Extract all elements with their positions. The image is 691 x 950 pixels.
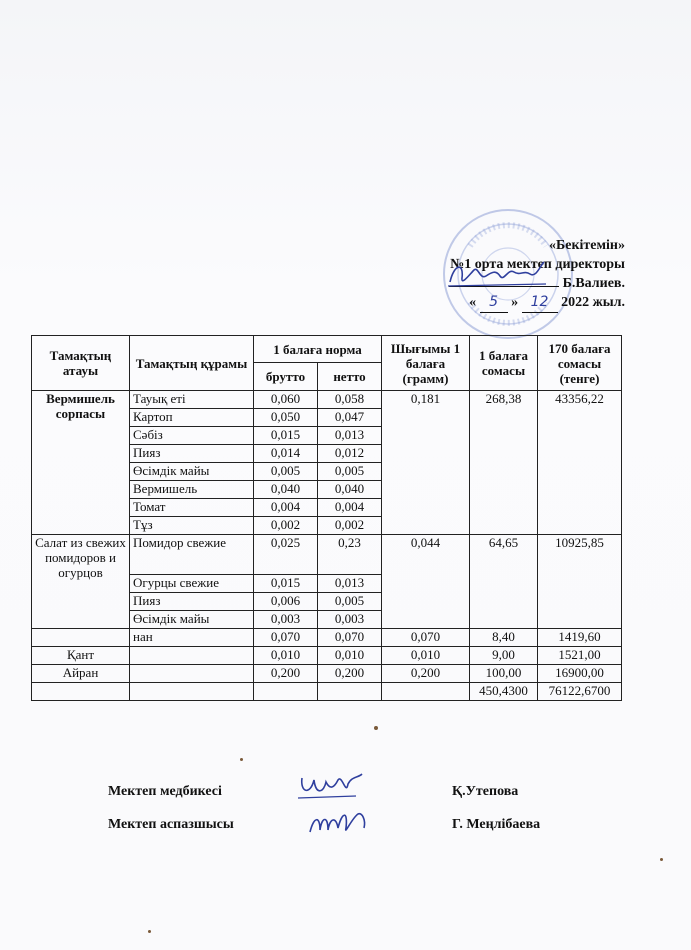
ink-speck [374, 726, 378, 730]
dish-name: Қант [32, 647, 130, 665]
consumption-value: 0,200 [382, 665, 470, 683]
ingredient: Тұз [130, 517, 254, 535]
brutto-value: 0,015 [254, 427, 318, 445]
dish-name: Салат из свежих помидоров и огурцов [32, 535, 130, 629]
ink-speck [660, 858, 663, 861]
header-sum-170: 170 балаға сомасы (тенге) [538, 336, 622, 391]
header-sum-one: 1 балаға сомасы [470, 336, 538, 391]
netto-value: 0,005 [318, 593, 382, 611]
netto-value: 0,002 [318, 517, 382, 535]
table-row [32, 535, 622, 575]
approval-position: №1 орта мектеп директоры [450, 257, 625, 272]
ingredient: Помидор свежие [130, 535, 254, 575]
brutto-value: 0,050 [254, 409, 318, 427]
ingredient: нан [130, 629, 254, 647]
table-row [32, 665, 622, 683]
netto-value: 0,012 [318, 445, 382, 463]
ingredient: Сәбіз [130, 427, 254, 445]
brutto-value: 0,006 [254, 593, 318, 611]
netto-value: 0,200 [318, 665, 382, 683]
consumption-value: 0,070 [382, 629, 470, 647]
sum-one-value: 100,00 [470, 665, 538, 683]
date-day: 5 [480, 293, 508, 313]
table-row [32, 391, 622, 409]
sum-170-value: 16900,00 [538, 665, 622, 683]
dish-name: Айран [32, 665, 130, 683]
brutto-value: 0,060 [254, 391, 318, 409]
header-netto: нетто [318, 363, 382, 391]
ingredient: Картоп [130, 409, 254, 427]
netto-value: 0,004 [318, 499, 382, 517]
netto-value: 0,23 [318, 535, 382, 575]
sum-170-value: 10925,85 [538, 535, 622, 629]
cook-role: Мектеп аспазшысы [108, 817, 234, 832]
ingredient: Томат [130, 499, 254, 517]
brutto-value: 0,040 [254, 481, 318, 499]
brutto-value: 0,200 [254, 665, 318, 683]
netto-value: 0,003 [318, 611, 382, 629]
ink-speck [148, 930, 151, 933]
consumption-value: 0,181 [382, 391, 470, 535]
sum-one-value: 8,40 [470, 629, 538, 647]
menu-table [31, 335, 622, 701]
nurse-signature [296, 770, 366, 804]
netto-value: 0,070 [318, 629, 382, 647]
ingredient: Өсімдік майы [130, 463, 254, 481]
nurse-role: Мектеп медбикесі [108, 784, 222, 799]
dish-name: Вермишель сорпасы [32, 391, 130, 535]
consumption-value: 0,010 [382, 647, 470, 665]
netto-value: 0,013 [318, 575, 382, 593]
date-month: 12 [522, 293, 558, 313]
header-dish-name: Тамақтың атауы [32, 336, 130, 391]
sum-170-value: 1521,00 [538, 647, 622, 665]
cook-signature [306, 806, 370, 840]
sum-one-value: 64,65 [470, 535, 538, 629]
brutto-value: 0,010 [254, 647, 318, 665]
ingredient [130, 665, 254, 683]
header-consumption: Шығымы 1 балаға (грамм) [382, 336, 470, 391]
brutto-value: 0,003 [254, 611, 318, 629]
header-norm: 1 балаға норма [254, 336, 382, 363]
ingredient: Өсімдік майы [130, 611, 254, 629]
total-row [32, 683, 622, 701]
netto-value: 0,058 [318, 391, 382, 409]
brutto-value: 0,004 [254, 499, 318, 517]
header-composition: Тамақтың құрамы [130, 336, 254, 391]
brutto-value: 0,002 [254, 517, 318, 535]
netto-value: 0,013 [318, 427, 382, 445]
consumption-value: 0,044 [382, 535, 470, 629]
brutto-value: 0,015 [254, 575, 318, 593]
netto-value: 0,047 [318, 409, 382, 427]
brutto-value: 0,070 [254, 629, 318, 647]
ingredient: Пияз [130, 593, 254, 611]
sum-170-value: 1419,60 [538, 629, 622, 647]
netto-value: 0,010 [318, 647, 382, 665]
ingredient: Вермишель [130, 481, 254, 499]
ingredient: Огурцы свежие [130, 575, 254, 593]
dish-name [32, 629, 130, 647]
sum-one-value: 9,00 [470, 647, 538, 665]
table-row [32, 629, 622, 647]
ingredient [130, 647, 254, 665]
brutto-value: 0,014 [254, 445, 318, 463]
approval-date: « 5 » 12 2022 жыл. [449, 293, 625, 313]
table-row [32, 647, 622, 665]
ingredient: Пияз [130, 445, 254, 463]
brutto-value: 0,005 [254, 463, 318, 481]
approval-director: Б.Валиев. [449, 274, 625, 293]
director-signature [444, 256, 554, 292]
netto-value: 0,005 [318, 463, 382, 481]
total-sum-170: 76122,6700 [538, 683, 622, 701]
total-sum-one: 450,4300 [470, 683, 538, 701]
header-brutto: брутто [254, 363, 318, 391]
sum-one-value: 268,38 [470, 391, 538, 535]
nurse-name: Қ.Утепова [452, 784, 519, 799]
sum-170-value: 43356,22 [538, 391, 622, 535]
approval-title: «Бекітемін» [548, 238, 625, 253]
brutto-value: 0,025 [254, 535, 318, 575]
ink-speck [240, 758, 243, 761]
cook-name: Г. Меңлібаева [452, 817, 541, 832]
netto-value: 0,040 [318, 481, 382, 499]
ingredient: Тауық еті [130, 391, 254, 409]
